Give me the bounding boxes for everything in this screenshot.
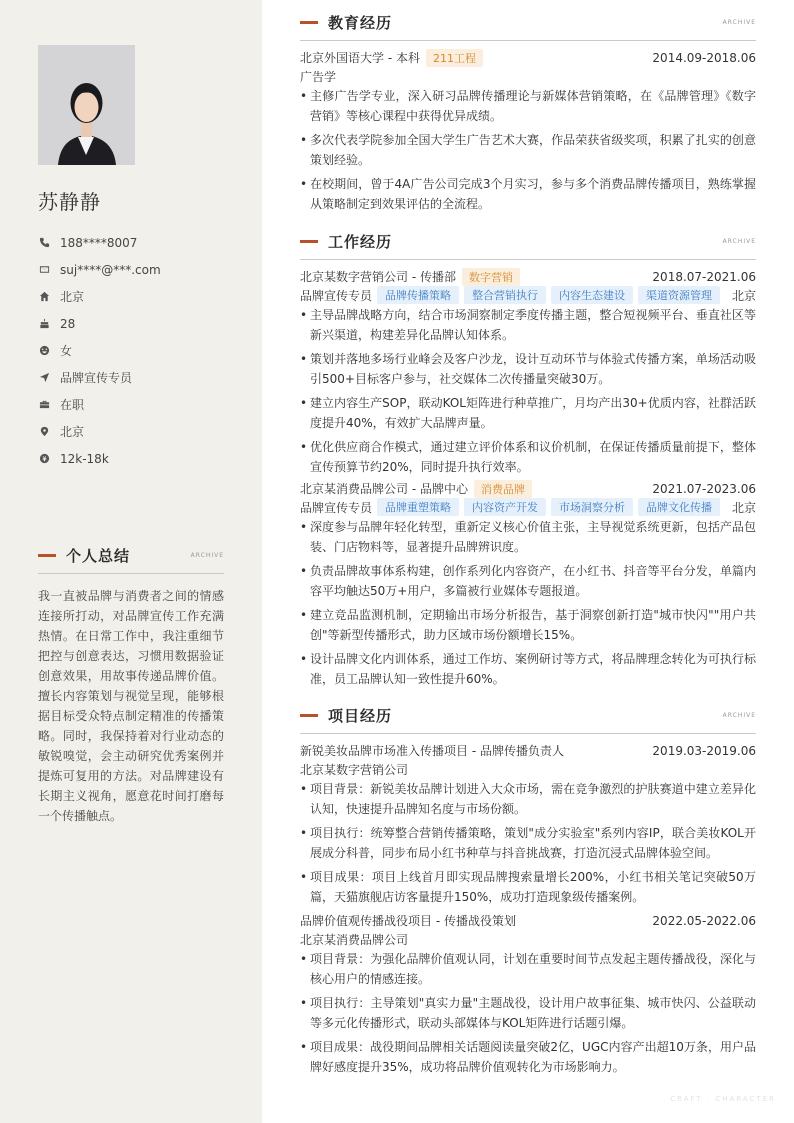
list-item: • 项目成果：项目上线首月即实现品牌搜索量增长200%，小红书相关笔记突破50万篇，天猫旗舰店访客量提升150%，成功打造现象级传播案例。	[300, 867, 756, 907]
project-name: 品牌价值观传播战役项目 - 传播战役策划	[300, 914, 516, 928]
entry-header	[300, 911, 756, 930]
project-entry	[300, 741, 756, 907]
contact-info-list	[38, 229, 248, 472]
job-role: 品牌宣传专员	[300, 288, 373, 303]
job-bullets	[300, 305, 756, 477]
info-location	[38, 418, 248, 445]
education-section	[300, 12, 756, 218]
major: 广告学	[300, 69, 337, 84]
summary-section	[38, 545, 224, 826]
list-item: • 项目背景：新锐美妆品牌计划进入大众市场，需在竞争激烈的护肤赛道中建立差异化认知，快速提升品牌知名度与市场份额。	[300, 779, 756, 819]
info-text: suj****@***.com	[60, 262, 161, 277]
list-item: • 负责品牌故事体系构建，创作系列化内容资产，在小红书、抖音等平台分发，单篇内容平均触达50万+用户，多篇被行业媒体专题报道。	[300, 561, 756, 601]
industry-badge: 数字营销	[462, 268, 520, 286]
list-item: • 主导品牌战略方向，结合市场洞察制定季度传播主题，整合短视频平台、垂直社区等新兴渠道，构建差异化品牌认知体系。	[300, 305, 756, 345]
watermark: CRAFT · CHARACTER	[670, 1095, 776, 1103]
entry-subheader	[300, 67, 756, 85]
entry-date: 2021.07-2023.06	[652, 481, 756, 496]
education-entry	[300, 48, 756, 214]
section-divider	[300, 259, 756, 260]
education-bullets	[300, 86, 756, 214]
skill-tag: 整合营销执行	[464, 286, 546, 304]
mail-icon	[38, 264, 50, 276]
job-entry	[300, 479, 756, 689]
info-text: 28	[60, 316, 76, 331]
section-accent-bar	[300, 714, 318, 717]
info-text: 女	[60, 344, 73, 358]
info-text: 品牌宣传专员	[60, 371, 133, 385]
entry-date: 2018.07-2021.06	[652, 269, 756, 284]
entry-date: 2019.03-2019.06	[652, 743, 756, 758]
entry-subheader	[300, 286, 756, 304]
send-icon	[38, 372, 50, 384]
list-item: • 优化供应商合作模式，通过建立评价体系和议价机制，在保证传播质量前提下，整体宣传预算节约20%，同时提升执行效率。	[300, 437, 756, 477]
entry-subheader	[300, 760, 756, 778]
list-item: • 项目背景：为强化品牌价值观认同，计划在重要时间节点发起主题传播战役，深化与核心用户的情感连接。	[300, 949, 756, 989]
job-city: 北京	[731, 500, 756, 515]
section-header	[300, 12, 756, 32]
school-badge: 211工程	[426, 49, 483, 67]
info-text: 北京	[60, 290, 85, 304]
info-age	[38, 310, 248, 337]
info-position	[38, 364, 248, 391]
info-home	[38, 283, 248, 310]
info-salary	[38, 445, 248, 472]
section-accent-bar	[38, 554, 56, 557]
entry-subheader	[300, 930, 756, 948]
entry-header	[300, 267, 756, 286]
section-divider	[300, 733, 756, 734]
section-title: 工作经历	[328, 232, 393, 251]
section-tag: ARCHIVE	[722, 18, 756, 26]
skill-tag: 品牌传播策略	[377, 286, 459, 304]
sidebar	[0, 0, 262, 1123]
smile-icon	[38, 345, 50, 357]
job-role: 品牌宣传专员	[300, 500, 373, 515]
portrait-image	[38, 45, 135, 165]
section-tag: ARCHIVE	[722, 237, 756, 245]
info-text: 12k-18k	[60, 451, 109, 466]
project-org: 北京某消费品牌公司	[300, 932, 409, 947]
info-status	[38, 391, 248, 418]
salary-icon	[38, 453, 50, 465]
project-bullets	[300, 779, 756, 907]
section-header	[300, 705, 756, 725]
company-name: 北京某数字营销公司 - 传播部	[300, 270, 456, 284]
section-header	[38, 545, 224, 565]
info-email	[38, 256, 248, 283]
entry-header	[300, 48, 756, 67]
cake-icon	[38, 318, 50, 330]
list-item: • 建立内容生产SOP，联动KOL矩阵进行种草推广，月均产出30+优质内容，社群活跃度提升40%，有效扩大品牌声量。	[300, 393, 756, 433]
list-item: • 主修广告学专业，深入研习品牌传播理论与新媒体营销策略，在《品牌管理》《数字营销》等核心课程中获得优异成绩。	[300, 86, 756, 126]
entry-header	[300, 479, 756, 498]
section-divider	[38, 573, 224, 574]
list-item: • 设计品牌文化内训体系，通过工作坊、案例研讨等方式，将品牌理念转化为可执行标准，员工品牌认知一致性提升60%。	[300, 649, 756, 689]
profile-photo	[38, 45, 135, 165]
job-bullets	[300, 517, 756, 689]
project-org: 北京某数字营销公司	[300, 762, 409, 777]
phone-icon	[38, 237, 50, 249]
list-item: • 策划并落地多场行业峰会及客户沙龙，设计互动环节与体验式传播方案，单场活动吸引500+目标客户参与，社交媒体二次传播量突破30万。	[300, 349, 756, 389]
info-phone	[38, 229, 248, 256]
section-tag: ARCHIVE	[722, 711, 756, 719]
section-header	[300, 231, 756, 251]
skill-tag: 品牌文化传播	[638, 498, 720, 516]
entry-date: 2014.09-2018.06	[652, 50, 756, 65]
entry-date: 2022.05-2022.06	[652, 913, 756, 928]
list-item: • 项目成果：战役期间品牌相关话题阅读量突破2亿，UGC内容产出超10万条，用户品牌好感度提升35%，成功将品牌价值观转化为市场影响力。	[300, 1037, 756, 1077]
skill-tag: 内容生态建设	[551, 286, 633, 304]
section-title: 教育经历	[328, 13, 393, 32]
work-section	[300, 231, 756, 693]
info-text: 在职	[60, 398, 85, 412]
entry-header	[300, 741, 756, 760]
briefcase-icon	[38, 399, 50, 411]
location-pin-icon	[38, 426, 50, 438]
skill-tag: 渠道资源管理	[638, 286, 720, 304]
job-city: 北京	[731, 288, 756, 303]
candidate-name: 苏静静	[38, 190, 101, 214]
school-name: 北京外国语大学 - 本科	[300, 51, 420, 65]
info-gender	[38, 337, 248, 364]
list-item: • 深度参与品牌年轻化转型，重新定义核心价值主张，主导视觉系统更新，包括产品包装、门店物料等，显著提升品牌辨识度。	[300, 517, 756, 557]
info-text: 188****8007	[60, 235, 138, 250]
section-divider	[300, 40, 756, 41]
skill-tag: 内容资产开发	[464, 498, 546, 516]
section-accent-bar	[300, 240, 318, 243]
job-entry	[300, 267, 756, 477]
company-name: 北京某消费品牌公司 - 品牌中心	[300, 482, 468, 496]
skill-tag: 品牌重塑策略	[377, 498, 459, 516]
industry-badge: 消费品牌	[474, 480, 532, 498]
project-name: 新锐美妆品牌市场准入传播项目 - 品牌传播负责人	[300, 744, 564, 758]
section-title: 项目经历	[328, 706, 393, 725]
summary-text: 我一直被品牌与消费者之间的情感连接所打动，对品牌宣传工作充满热情。在日常工作中，我注重细节把控与创意表达，习惯用数据验证创意效果，用故事传递品牌价值。擅长内容策划与视觉呈现，能够根据目标受众特点制定精准的传播策略。同时，我保持着对行业动态的敏锐嗅觉，会主动研究优秀案例并提炼可复用的方法。对品牌建设有长期主义视角，愿意花时间打磨每一个传播触点。	[38, 589, 224, 823]
entry-subheader	[300, 498, 756, 516]
list-item: • 在校期间，曾于4A广告公司完成3个月实习，参与多个消费品牌传播项目，熟练掌握从策略制定到效果评估的全流程。	[300, 174, 756, 214]
list-item: • 项目执行：主导策划"真实力量"主题战役，设计用户故事征集、城市快闪、公益联动等多元化传播形式，联动头部媒体与KOL矩阵进行话题引爆。	[300, 993, 756, 1033]
section-accent-bar	[300, 21, 318, 24]
section-title: 个人总结	[66, 546, 131, 565]
info-text: 北京	[60, 425, 85, 439]
project-bullets	[300, 949, 756, 1077]
section-tag: ARCHIVE	[190, 551, 224, 559]
project-entry	[300, 911, 756, 1077]
skill-tag: 市场洞察分析	[551, 498, 633, 516]
projects-section	[300, 705, 756, 1081]
list-item: • 多次代表学院参加全国大学生广告艺术大赛，作品荣获省级奖项，积累了扎实的创意策划经验。	[300, 130, 756, 170]
home-icon	[38, 291, 50, 303]
list-item: • 建立竞品监测机制，定期输出市场分析报告，基于洞察创新打造"城市快闪""用户共创"等新型传播形式，助力区域市场份额增长15%。	[300, 605, 756, 645]
list-item: • 项目执行：统筹整合营销传播策略，策划"成分实验室"系列内容IP，联合美妆KOL开展成分科普，同步布局小红书种草与抖音挑战赛，打造沉浸式品牌体验空间。	[300, 823, 756, 863]
